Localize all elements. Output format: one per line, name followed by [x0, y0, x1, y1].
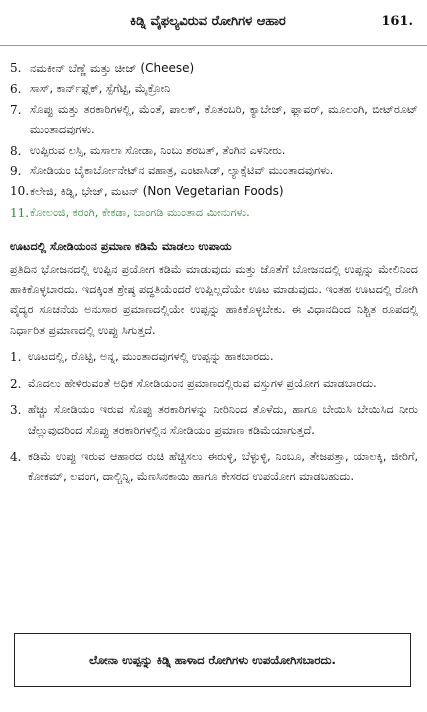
note-text: ಲೋನಾ ಉಪ್ಪನ್ನು ಕಿಡ್ನಿ ಹಾಳಾದ ರೋಗಿಗಳು ಉಪಯೋಗಿಸಬಾರದು. [89, 652, 336, 667]
list-text: ಸಾಸ್, ಕಾರ್ನ್‌ಫ್ಲೆಕ್, ಸ್ಪೆಗೆಟ್ಟಿ, ಮೈಕ್ರೋನಿ [30, 82, 171, 96]
page-number: 161. [381, 14, 413, 29]
section-heading: ಊಟದಲ್ಲಿ ಸೋಡಿಯಂನ ಪ್ರಮಾಣ ಕಡಿಮೆ ಮಾಡಲು ಉಪಾಯ [10, 240, 232, 254]
step-item [10, 347, 418, 367]
step-text: ಊಟದಲ್ಲಿ, ರೊಟ್ಟಿ, ಅನ್ನ, ಮುಂತಾದವುಗಳಲ್ಲಿ ಉಪ್ಪನ್ನು ಹಾಕಬಾರದು. [28, 350, 274, 364]
list-text [30, 181, 418, 202]
list-number: 7. [10, 102, 22, 117]
list-text: ಸೋಡಿಯಂ ಬೈಕಾರ್ಬೋನೇಟ್‌ನ ವಹಾತ್ರ, ಎಂಟಾಸಿಡ್, ಲ್ಯಾಕ್ಸೆಟಿವ್ ಮುಂತಾದವುಗಳು. [30, 164, 334, 178]
section-paragraph: ಪ್ರತಿದಿನ ಭೋಜನದಲ್ಲಿ ಉಪ್ಪಿನ ಪ್ರಯೋಗ ಕಡಿಮೆ ಮಾಡುವುದು ಮತ್ತು ಜೊತೆಗೆ ಬೋಜನದಲ್ಲಿ ಉಪ್ಪನ್ನು ಮೇಲಿನಿಂದ ಹಾಕಿಕೊಳ್ಳಬಾರದು. ಇದಕ್ಕಿಂತ ಶ್ರೇಷ್ಠ ಪದ್ಧತಿಯೆಂದರೆ ಉಪ್ಪಿಲ್ಲದೆಯೇ ಊಟ ಮಾಡುವುದು. ಇಂತಹ ಊಟದಲ್ಲಿ ರೋಗಿ ವೈದ್ಯರ ಸೂಚನೆಯ ಅನುಸಾರ ಪ್ರಮಾಣದಲ್ಲಿಯೇ ಉಪ್ಪನ್ನು ಹಾಕಿಕೊಳ್ಳಬೇಕು. ಈ ವಿಧಾನದಿಂದ ನಿಶ್ಚಿತ ರೂಪದಲ್ಲಿ ನಿರ್ಧಾರಿತ ಪ್ರಮಾಣದಲ್ಲಿ ಉಪ್ಪು ಸಿಗುತ್ತದೆ. [10, 262, 418, 337]
step-text: ಕಡಿಮೆ ಉಪ್ಪು ಇರುವ ಆಹಾರದ ರುಚಿ ಹೆಚ್ಚಿಸಲು ಈರುಳ್ಳಿ, ಬೆಳ್ಳುಳ್ಳಿ, ನಿಂಬೂ, ತೇಜಪತ್ತಾ, ಯಾಲಕ್ಕಿ, ಜೀರಿಗೆ, ಕೋಕಮ್, ಲವಂಗ, ದಾಲ್ಚಿನ್ನಿ, ಮೆಣಸಿನಕಾಯಿ ಹಾಗೂ ಕೇಸರದ ಉಪಯೋಗ ಮಾಡಬಹುದು. [28, 449, 418, 484]
step-text: ಮೊದಲು ಹೇಳಿರುವಂತೆ ಅಧಿಕ ಸೋಡಿಯಂನ ಪ್ರಮಾಣದಲ್ಲಿರುವ ವಸ್ತುಗಳ ಪ್ರಯೋಗ ಮಾಡಬಾರದು. [28, 376, 377, 390]
list-text-kannada: ಕಲೇಜಿ, ಕಿಡ್ನಿ, ಭೇಜ್, ಮಟನ್ [30, 185, 139, 199]
step-number: 3. [10, 403, 22, 418]
list-item [10, 161, 418, 181]
list-text [30, 58, 418, 79]
list-item [10, 100, 418, 141]
list-text-kannada: ನಮಕೀನ್ ಬೆಣ್ಣೆ ಮತ್ತು ಚೀಜ್ [30, 62, 137, 75]
step-number: 2. [10, 376, 22, 391]
list-text-english: (Non Vegetarian Foods) [138, 184, 284, 199]
step-number: 4. [10, 449, 22, 464]
list-text-english: (Cheese) [136, 61, 195, 75]
step-text: ಹೆಚ್ಚು ಸೋಡಿಯಂ ಇರುವ ಸೊಪ್ಪು ತರಕಾರಿಗಳನ್ನು ನೀರಿನಿಂದ ತೊಳೆದು, ಹಾಗೂ ಬೇಯಿಸಿ ಬೇಯಿಸಿದ ನೀರು ಚೆಲ್ಲುವುದರಿಂದ ಸೊಪ್ಪು ತರಕಾರಿಗಳಲ್ಲಿನ ಸೋಡಿಯಂ ಪ್ರಮಾಣ ಕಡಿಮೆಯಾಗುತ್ತದೆ. [28, 403, 418, 437]
list-item [10, 79, 418, 99]
list-number: 8. [10, 143, 22, 158]
chapter-title: ಕಿಡ್ನಿ ವೈಫಲ್ಯವಿರುವ ರೋಗಿಗಳ ಆಹಾರ [130, 14, 286, 29]
running-header [130, 14, 413, 29]
list-item [10, 58, 418, 79]
list-number: 10. [10, 184, 30, 199]
header-rule [0, 45, 427, 46]
list-number: 5. [10, 61, 22, 75]
list-number: 9. [10, 164, 22, 179]
step-item [10, 400, 418, 441]
page-content [10, 58, 418, 488]
note-box [14, 633, 411, 687]
list-item-highlighted [10, 203, 418, 223]
list-item [10, 181, 418, 202]
step-item [10, 374, 418, 394]
list-text: ಉಪ್ಪಿರುವ ಲಸ್ಸಿ, ಮಸಾಲಾ ಸೋಡಾ, ನಿಂಬು ಶರಬತ್, ತೆಂಗಿನ ಎಳನೀರು. [30, 143, 286, 157]
list-number: 11. [10, 205, 30, 220]
list-item [10, 141, 418, 161]
list-text: ಸೊಪ್ಪು ಮತ್ತು ತರಕಾರಿಗಳಲ್ಲಿ, ಮೆಂತೆ, ಪಾಲಕ್, ಕೊತಂಬರಿ, ಕ್ಯಾಬೇಜ್, ಫ್ಲಾವರ್, ಮೂಲಂಗಿ, ಬೀಟ್‌ರೂಟ್ ಮುಂತಾದವುಗಳು. [30, 102, 418, 137]
list-number: 6. [10, 82, 22, 97]
step-item [10, 447, 418, 488]
step-number: 1. [10, 350, 22, 365]
list-text: ಕೋಲಂಜಿ, ಕರಂಗಿ, ಕೇಕಡಾ, ಬಾಂಗಡಿ ಮುಂತಾದ ಮೀನುಗಳು. [30, 205, 250, 219]
